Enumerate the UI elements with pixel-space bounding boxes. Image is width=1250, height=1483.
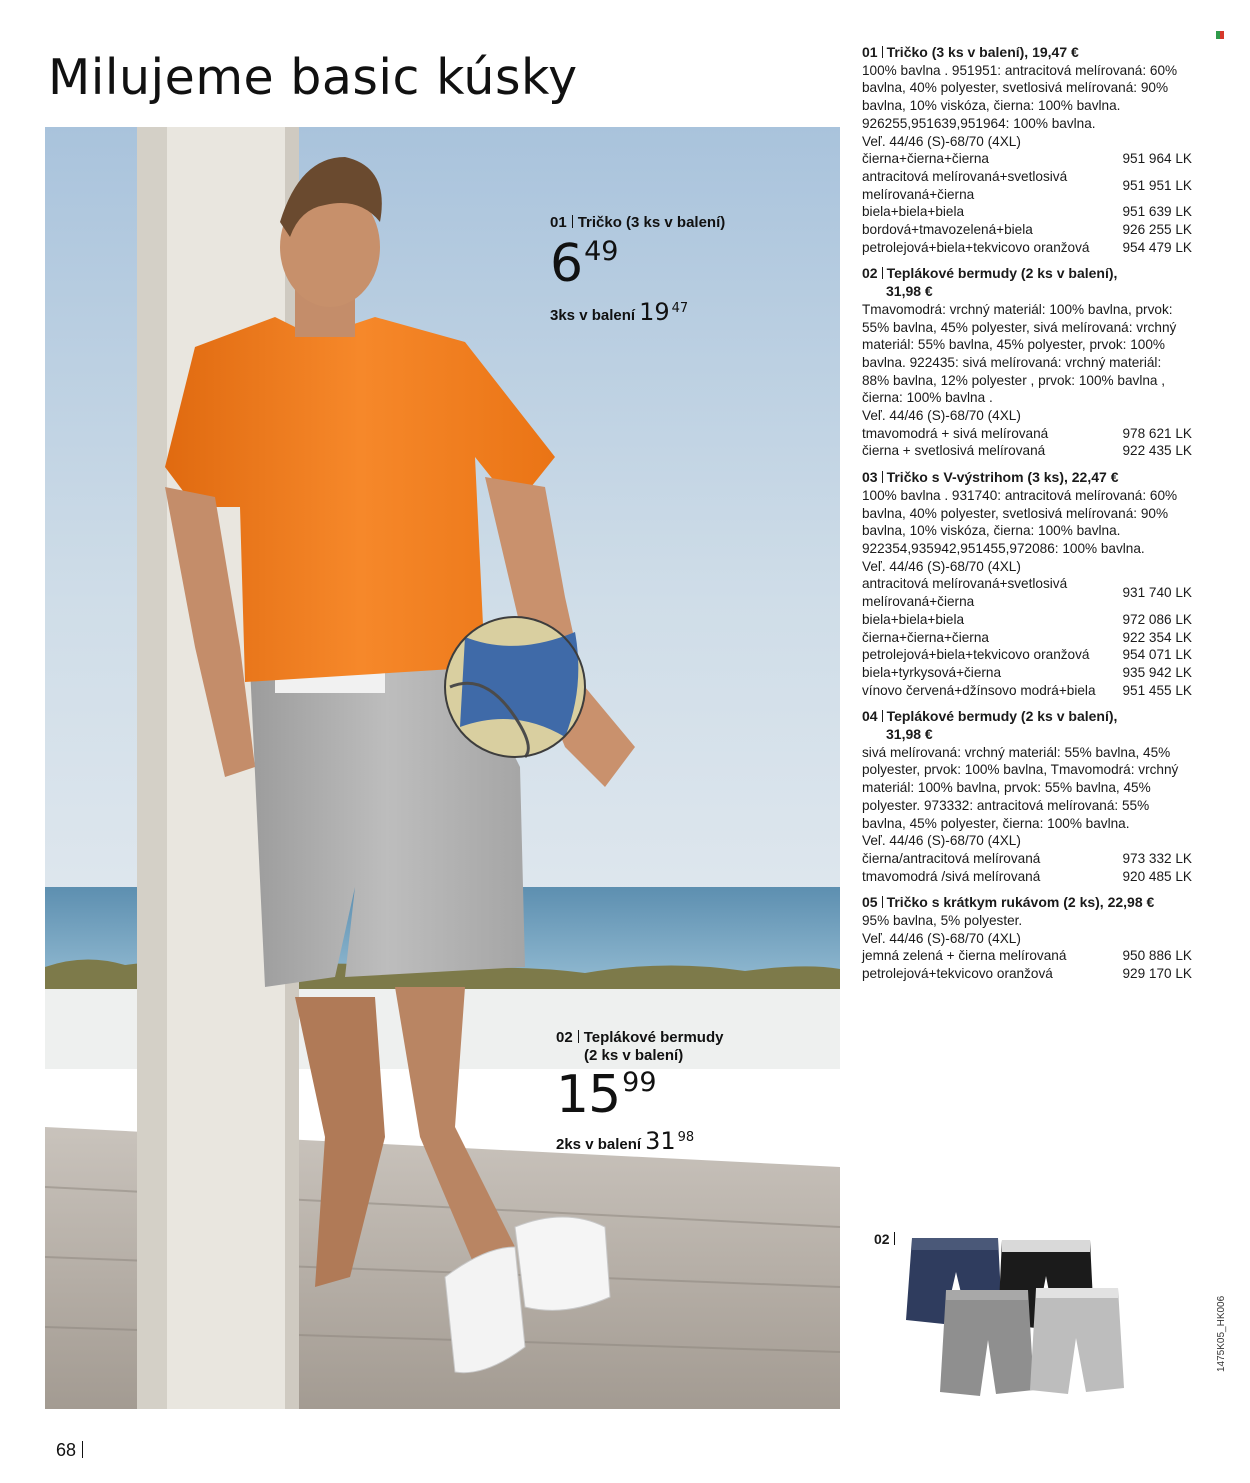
callout-number: 02 [556,1029,573,1046]
product-size: Veľ. 44/46 (S)-68/70 (4XL) [862,558,1021,574]
variant-name: tmavomodrá /sivá melírovaná [862,868,1041,884]
variant-code: 922 354 LK [1122,629,1192,645]
variant-row [862,442,1192,460]
variant-code: 951 455 LK [1122,682,1192,698]
variant-code: 935 942 LK [1122,664,1192,680]
product-description: sivá melírovaná: vrchný materiál: 55% bavlna, 45% polyester, prvok: 100% bavlna, Tmavomodrá: vrchný materiál: 100% bavlna, prvok: 55% bavlna, 45% polyester. 973332: antracitová melírovaná: 55% bavlna, 45% polyester, čierna: 100% bavlna. [862,744,1179,831]
variant-row [862,221,1192,239]
variant-row [862,629,1192,647]
variant-code: 922 435 LK [1122,443,1192,459]
variant-row [862,239,1192,257]
thumbnail-label [874,1231,895,1247]
variant-code: 950 886 LK [1122,948,1192,964]
page-number [56,1440,83,1461]
page-number-text: 68 [56,1440,77,1460]
variant-name: biela+biela+biela [862,611,965,627]
pack-label: 3ks v balení [550,307,636,324]
variant-name: biela+biela+biela [862,204,965,220]
variant-code: 954 479 LK [1122,239,1192,255]
variant-row [862,611,1192,629]
price-callout-02 [556,1029,723,1155]
variant-name: antracitová melírovaná+svetlosivá melírovaná+čierna [862,576,1068,610]
variant-row [862,868,1192,886]
page-title: Milujeme basic kúsky [48,49,578,106]
unit-price [556,1065,723,1125]
product-description: 100% bavlna . 951951: antracitová melírovaná: 60% bavlna, 40% polyester, svetlosivá melírovaná: 90% bavlna, 10% viskóza, čierna: 100% bavlna. 926255,951639,951964: 100% bavlna. [862,62,1178,131]
price-cents: 49 [584,236,619,267]
divider [882,471,883,483]
variant-row [862,646,1192,664]
product-number: 01 [862,44,878,60]
callout-product-name: Tričko (3 ks v balení) [577,214,726,231]
price-main: 6 [550,234,583,294]
product-number: 05 [862,894,878,911]
variant-code: 920 485 LK [1122,868,1192,884]
variant-row [862,575,1192,610]
variant-row [862,682,1192,700]
pack-price [550,298,725,326]
product-02 [862,265,1192,460]
pack-label: 2ks v balení [556,1136,642,1153]
divider [882,710,883,722]
variant-name: petrolejová+biela+tekvicovo oranžová [862,239,1090,255]
divider [882,896,883,908]
variant-code: 926 255 LK [1122,222,1192,238]
product-size: Veľ. 44/46 (S)-68/70 (4XL) [862,930,1021,946]
divider [894,1232,895,1245]
variant-row [862,168,1192,203]
variant-code: 954 071 LK [1122,647,1192,663]
thumbnail-number: 02 [874,1231,890,1247]
variant-row [862,425,1192,443]
variant-name: čierna/antracitová melírovaná [862,850,1041,866]
pack-price-main: 31 [645,1127,676,1155]
pack-price-main: 19 [639,298,670,326]
corner-mark-icon [1216,31,1224,39]
product-heading: Teplákové bermudy (2 ks v balení), [886,265,1118,282]
product-description: Tmavomodrá: vrchný materiál: 100% bavlna, prvok: 55% bavlna, 45% polyester, sivá melírovaná: vrchný materiál: 55% bavlna, 45% polyester, prvok: 100% bavlna. 922435: sivá melírovaná: vrchný materiál: 88% bavlna, 12% polyester , prvok: 100% bavlna , čierna: 100% bavlna . [862,301,1177,406]
product-heading-price: 31,98 € [886,726,933,743]
variant-code: 978 621 LK [1122,425,1192,441]
product-heading: Tričko s krátkym rukávom (2 ks), 22,98 € [886,894,1155,911]
product-number: 03 [862,469,878,486]
product-heading: Tričko (3 ks v balení), 19,47 € [886,44,1079,60]
variant-row [862,947,1192,965]
variant-name: antracitová melírovaná+svetlosivá melírovaná+čierna [862,168,1068,202]
product-03 [862,469,1192,699]
variant-name: biela+tyrkysová+čierna [862,664,1002,680]
callout-number: 01 [550,214,567,231]
variant-name: bordová+tmavozelená+biela [862,222,1033,238]
pack-price [556,1127,723,1155]
variant-name: petrolejová+tekvicovo oranžová [862,966,1053,982]
product-heading: Tričko s V-výstrihom (3 ks), 22,47 € [886,469,1119,486]
variant-name: čierna + svetlosivá melírovaná [862,443,1046,459]
divider [82,1441,83,1458]
product-number: 04 [862,708,878,725]
divider [882,46,883,58]
product-01 [862,44,1192,256]
pack-price-cents: 98 [677,1130,695,1145]
product-size: Veľ. 44/46 (S)-68/70 (4XL) [862,408,1021,424]
variant-code: 929 170 LK [1122,966,1192,982]
unit-price [550,234,725,294]
product-heading: Teplákové bermudy (2 ks v balení), [886,708,1118,725]
price-main: 15 [556,1065,621,1125]
variant-code: 972 086 LK [1122,611,1192,627]
variant-code: 951 964 LK [1122,151,1192,167]
variant-name: vínovo červená+džínsovo modrá+biela [862,682,1096,698]
variant-code: 951 951 LK [1122,177,1192,193]
product-number: 02 [862,265,878,282]
divider [882,267,883,279]
variant-code: 931 740 LK [1122,585,1192,601]
product-05 [862,894,1192,983]
product-description: 100% bavlna . 931740: antracitová melírovaná: 60% bavlna, 40% polyester, svetlosivá melírovaná: 90% bavlna, 10% viskóza, čierna: 100% bavlna. 922354,935942,951455,972086: 100% bavlna. [862,487,1178,556]
product-info-column [862,44,1192,992]
variant-name: tmavomodrá + sivá melírovaná [862,425,1049,441]
pack-price-cents: 47 [671,301,689,316]
variant-name: jemná zelená + čierna melírovaná [862,948,1067,964]
variant-code: 951 639 LK [1122,204,1192,220]
product-size: Veľ. 44/46 (S)-68/70 (4XL) [862,833,1021,849]
price-cents: 99 [622,1067,657,1098]
variant-name: čierna+čierna+čierna [862,151,989,167]
variant-row [862,664,1192,682]
variant-name: petrolejová+biela+tekvicovo oranžová [862,647,1090,663]
shorts-product-thumbnail [898,1232,1134,1404]
variant-code: 973 332 LK [1122,850,1192,866]
callout-product-subname: (2 ks v balení) [584,1047,684,1064]
variant-row [862,965,1192,983]
variant-row [862,850,1192,868]
callout-product-name: Teplákové bermudy [583,1029,724,1046]
product-04 [862,708,1192,885]
product-size: Veľ. 44/46 (S)-68/70 (4XL) [862,133,1021,149]
divider [578,1030,579,1043]
variant-row [862,203,1192,221]
variant-name: čierna+čierna+čierna [862,629,989,645]
divider [572,215,573,228]
catalog-code: 1475K05_HK006 [1216,1295,1227,1372]
product-heading-price: 31,98 € [886,283,933,300]
product-description: 95% bavlna, 5% polyester. [862,913,1023,929]
variant-row [862,150,1192,168]
price-callout-01 [550,214,725,326]
